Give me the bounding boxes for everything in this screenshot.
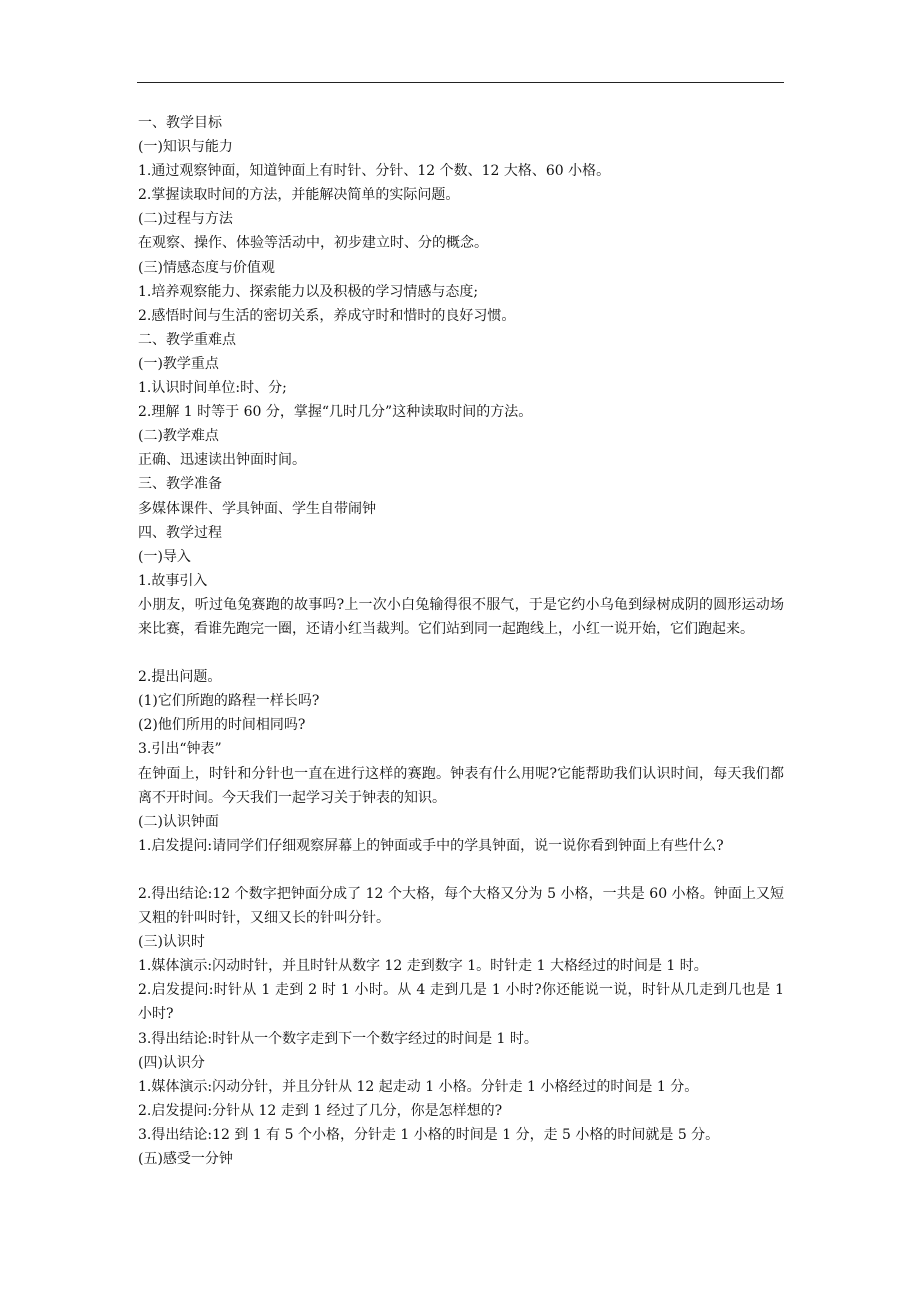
paragraph: 小朋友，听过龟兔赛跑的故事吗?上一次小白兔输得很不服气，于是它约小乌龟到绿树成阴的圆形运动场来比赛，看谁先跑完一圈，还请小红当裁判。它们站到同一起跑线上，小红一说开始，它们跑起来。 (138, 596, 784, 637)
list-item: 1.故事引入 (138, 572, 208, 589)
section-heading: 一、教学目标 (138, 115, 222, 131)
list-item: 2.感悟时间与生活的密切关系，养成守时和惜时的良好习惯。 (138, 307, 516, 324)
list-item: 1.培养观察能力、探索能力以及积极的学习情感与态度; (138, 283, 479, 300)
subsection-heading: (二)过程与方法 (138, 211, 233, 228)
paragraph: 1.启发提问:请同学们仔细观察屏幕上的钟面或手中的学具钟面，说一说你看到钟面上有些什么? (138, 837, 724, 854)
list-item: 2.理解 1 时等于 60 分，掌握“几时几分”这种读取时间的方法。 (138, 404, 533, 421)
body-text: 多媒体课件、学具钟面、学生自带闹钟 (138, 500, 376, 517)
list-item: 3.得出结论:时针从一个数字走到下一个数字经过的时间是 1 时。 (138, 1030, 538, 1047)
section-heading: 三、教学准备 (138, 476, 222, 493)
subsection-heading: (二)认识钟面 (138, 813, 219, 830)
paragraph: 2.启发提问:时针从 1 走到 2 时 1 小时。从 4 走到几是 1 小时?你还能说一说，时针从几走到几也是 1 小时? (138, 982, 784, 1023)
subsection-heading: (四)认识分 (138, 1054, 205, 1071)
list-item: 3.引出“钟表” (138, 741, 222, 758)
list-item: 3.得出结论:12 到 1 有 5 个小格，分针走 1 小格的时间是 1 分，走 5 小格的时间就是 5 分。 (138, 1126, 720, 1143)
list-item: 1.媒体演示:闪动分针，并且分针从 12 起走动 1 小格。分针走 1 小格经过的时间是 1 分。 (138, 1078, 699, 1095)
body-text: 正确、迅速读出钟面时间。 (138, 452, 306, 469)
subsection-heading: (一)知识与能力 (138, 139, 233, 156)
subsection-heading: (三)情感态度与价值观 (138, 259, 275, 276)
paragraph: 2.得出结论:12 个数字把钟面分成了 12 个大格，每个大格又分为 5 小格，一共是 60 小格。钟面上又短又粗的针叫时针，又细又长的针叫分针。 (138, 886, 784, 927)
body-text: 在观察、操作、体验等活动中，初步建立时、分的概念。 (138, 235, 488, 252)
section-heading: 四、教学过程 (138, 524, 222, 541)
list-item: 1.媒体演示:闪动时针，并且时针从数字 12 走到数字 1。时针走 1 大格经过的时间是 1 时。 (138, 958, 708, 975)
subsection-heading: (二)教学难点 (138, 428, 219, 445)
paragraph: 在钟面上，时针和分针也一直在进行这样的赛跑。钟表有什么用呢?它能帮助我们认识时间，每天我们都离不开时间。今天我们一起学习关于钟表的知识。 (138, 765, 784, 806)
list-item: 1.认识时间单位:时、分; (138, 380, 287, 397)
header-rule (137, 82, 784, 83)
list-item: (2)他们所用的时间相同吗? (138, 717, 306, 734)
subsection-heading: (三)认识时 (138, 934, 205, 951)
list-item: (1)它们所跑的路程一样长吗? (138, 693, 320, 710)
subsection-heading: (一)导入 (138, 548, 191, 565)
document-body (138, 111, 784, 1171)
section-heading: 二、教学重难点 (138, 331, 236, 348)
subsection-heading: (五)感受一分钟 (138, 1151, 233, 1168)
list-item: 2.启发提问:分针从 12 走到 1 经过了几分，你是怎样想的? (138, 1102, 503, 1119)
list-item: 2.提出问题。 (138, 669, 222, 686)
subsection-heading: (一)教学重点 (138, 355, 219, 372)
list-item: 1.通过观察钟面，知道钟面上有时针、分针、12 个数、12 大格、60 小格。 (138, 163, 611, 180)
list-item: 2.掌握读取时间的方法，并能解决简单的实际问题。 (138, 187, 460, 204)
